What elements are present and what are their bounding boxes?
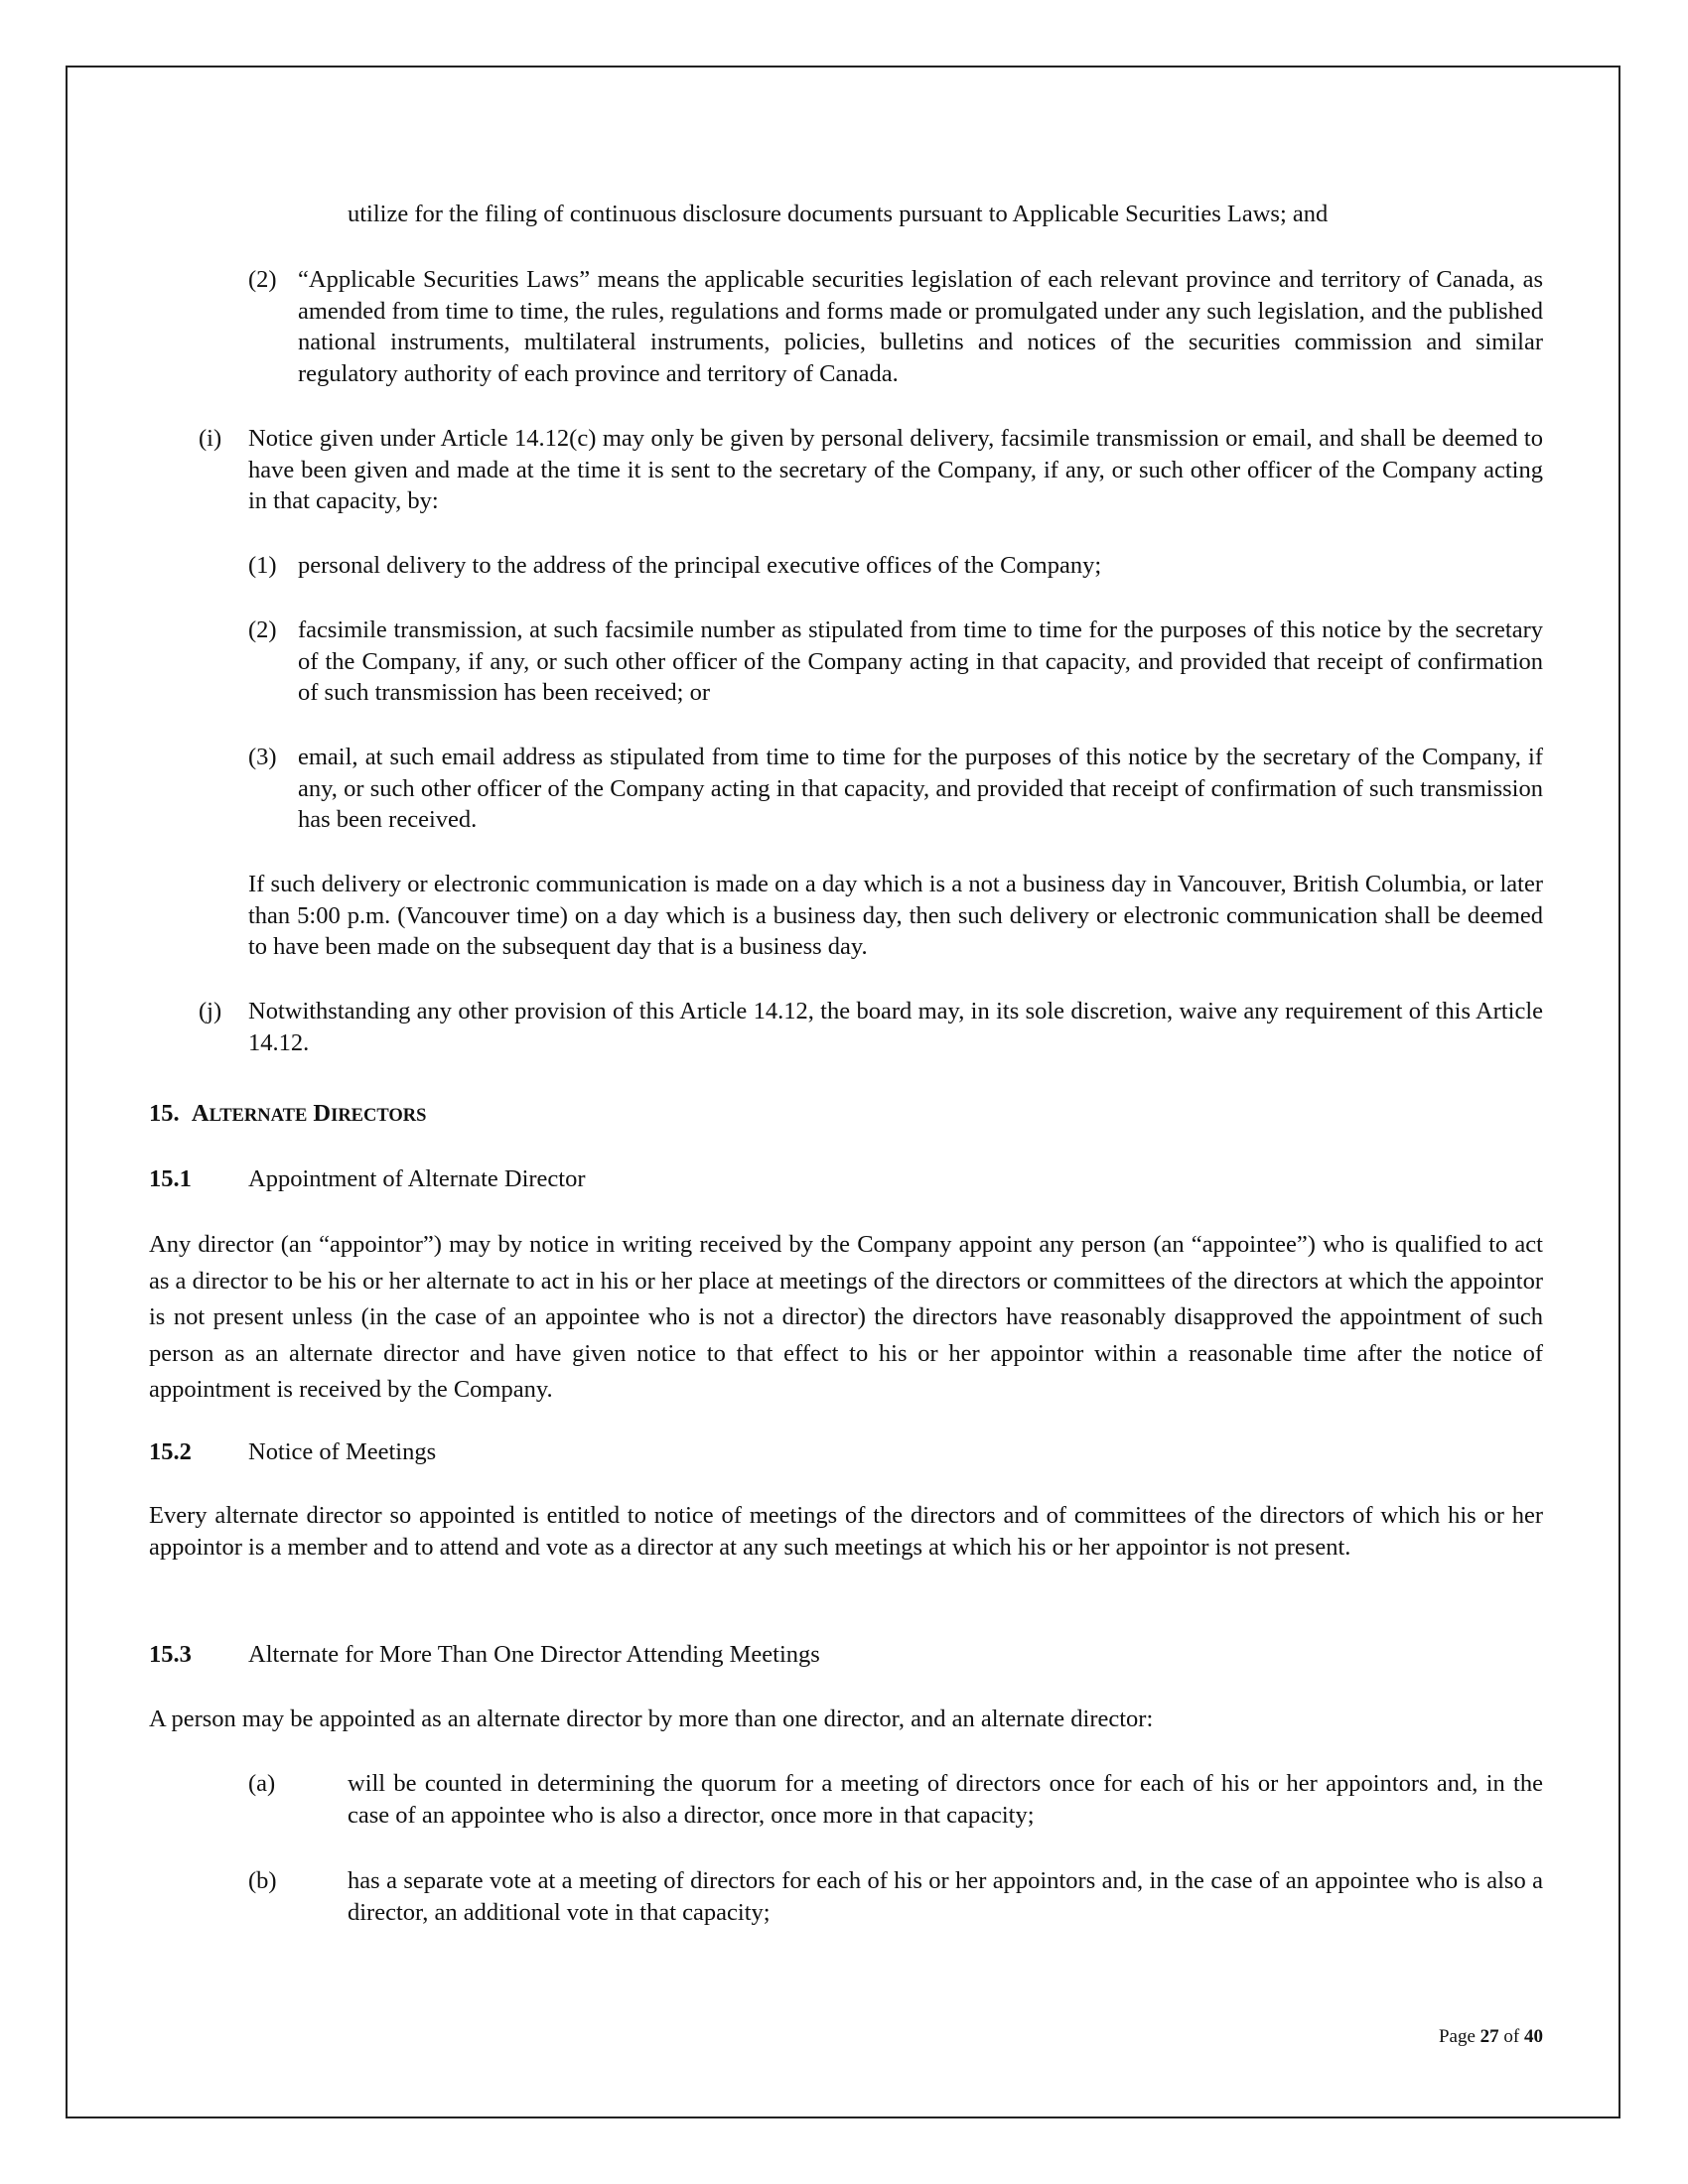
para-i-item-3-text: email, at such email address as stipulated from time to time for the purposes of this notice by the secretary of the Company, if any, or such other officer of the Company acting in that capacity, and provided that receipt of confirmation of such transmission has been received.	[298, 744, 1543, 833]
article-15-heading: 15. ALTERNATE DIRECTORS	[149, 1100, 427, 1127]
page-number-footer: Page 27 of 40	[1438, 2026, 1543, 2047]
section-15-2-body: Every alternate director so appointed is entitled to notice of meetings of the directors and of committees of the directors of which his or her appointor is a member and to attend and vote as a director at any such meetings at which his or her appointor is not present.	[149, 1502, 1543, 1561]
article-number: 15.	[149, 1100, 180, 1127]
total-pages: 40	[1524, 2026, 1543, 2047]
para-i-text: Notice given under Article 14.12(c) may only be given by personal delivery, facsimile transmission or email, and shall be deemed to have been given and made at the time it is sent to the secretary of the Company, if any, or such other officer of the Company acting in that capacity, by:	[248, 425, 1543, 514]
section-15-3-number: 15.3	[149, 1641, 192, 1668]
section-15-3-item-b-text: has a separate vote at a meeting of directors for each of his or her appointors and, in the case of an appointee who is also a director, an additional vote in that capacity;	[348, 1867, 1543, 1926]
section-15-3-item-a-text: will be counted in determining the quorum for a meeting of directors once for each of his or her appointors and, in the case of an appointee who is also a director, once more in that capacity;	[348, 1770, 1543, 1829]
section-15-1-number: 15.1	[149, 1165, 192, 1192]
section-15-2-title: Notice of Meetings	[248, 1438, 437, 1465]
section-15-3-item-b-number: (b)	[248, 1867, 277, 1894]
para-i-closing: If such delivery or electronic communication is made on a day which is a not a business day in Vancouver, British Columbia, or later than 5:00 p.m. (Vancouver time) on a day which is a business day, then such delivery or electronic communication shall be deemed to have been made on the subsequent day that is a business day.	[248, 871, 1543, 960]
section-15-3-title: Alternate for More Than One Director Attending Meetings	[248, 1641, 820, 1668]
para-i-number: (i)	[199, 425, 222, 452]
section-15-1-title: Appointment of Alternate Director	[248, 1165, 586, 1192]
para-j-text: Notwithstanding any other provision of this Article 14.12, the board may, in its sole discretion, waive any requirement of this Article 14.12.	[248, 998, 1543, 1056]
section-15-1-body: Any director (an “appointor”) may by notice in writing received by the Company appoint any person (an “appointee”) who is qualified to act as a director to be his or her alternate to act in his or her place at meetings of the directors or committees of the directors at which the appointor is not present unless (in the case of an appointee who is not a director) the directors have reasonably disapproved the appointment of such person as an alternate director and have given notice to that effect to his or her appointor within a reasonable time after the notice of appointment is received by the Company.	[149, 1231, 1543, 1403]
section-15-2-number: 15.2	[149, 1438, 192, 1465]
para-i-item-1-number: (1)	[248, 552, 277, 579]
current-page: 27	[1479, 2026, 1499, 2047]
para-i-item-1-text: personal delivery to the address of the principal executive offices of the Company;	[298, 552, 1102, 579]
section-15-3-item-a-number: (a)	[248, 1770, 276, 1797]
section-15-3-body: A person may be appointed as an alternate director by more than one director, and an alternate director:	[149, 1706, 1154, 1732]
para-i-item-2-text: facsimile transmission, at such facsimile number as stipulated from time to time for the purposes of this notice by the secretary of the Company, if any, or such other officer of the Company acting in that capacity, and provided that receipt of confirmation of such transmission has been received; or	[298, 616, 1543, 706]
para-i-item-3-number: (3)	[248, 744, 277, 770]
def2-number: (2)	[248, 266, 277, 293]
continuation-text: utilize for the filing of continuous disclosure documents pursuant to Applicable Securities Laws; and	[348, 201, 1329, 227]
def2-text: “Applicable Securities Laws” means the applicable securities legislation of each relevant province and territory of Canada, as amended from time to time, the rules, regulations and forms made or promulgated under any such legislation, and the published national instruments, multilateral instruments, policies, bulletins and notices of the securities commission and similar regulatory authority of each province and territory of Canada.	[298, 266, 1543, 387]
para-j-number: (j)	[199, 998, 222, 1024]
para-i-item-2-number: (2)	[248, 616, 277, 643]
